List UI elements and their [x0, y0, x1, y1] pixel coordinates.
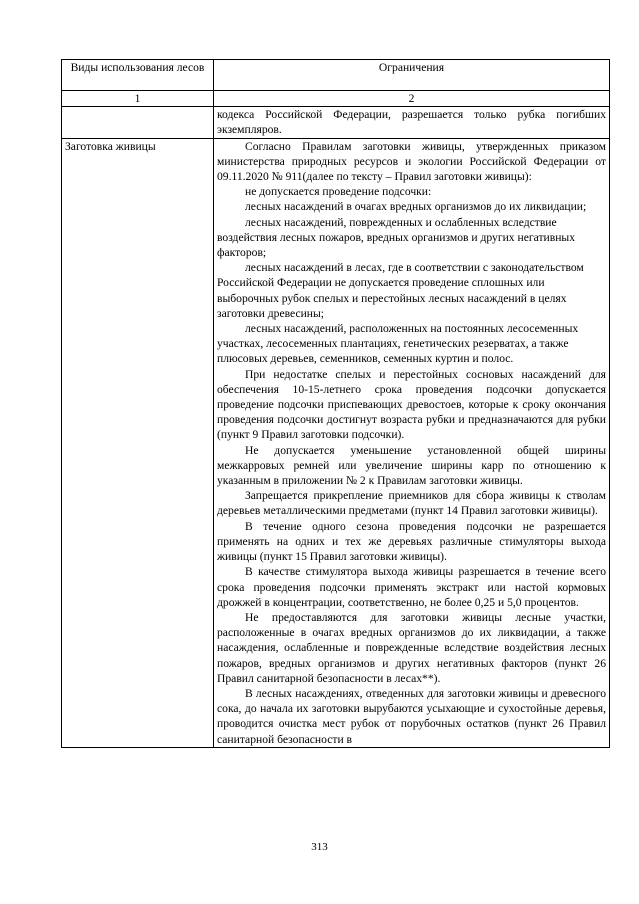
paragraph: В лесных насаждениях, отведенных для заготовки живицы и древесного сока, до начала их заготовки вырубаются усыхающие и сухостойные деревья, проводится очистка мест рубок от порубочных остатков (пункт 26 Правил санитарной безопасности в	[217, 686, 606, 746]
table-row	[62, 138, 610, 747]
paragraph: Не допускается уменьшение установленной общей ширины межкарровых ремней или увеличение ширины карр по отношению к указанным в приложении № 2 к Правилам заготовки живицы.	[217, 443, 606, 488]
continuation-text: кодекса Российской Федерации, разрешается только рубка погибших экземпляров.	[217, 108, 606, 137]
paragraph: Не предоставляются для заготовки живицы лесные участки, расположенные в очагах вредных организмов до их ликвидации, а также насаждения, ослабленные и поврежденные вследствие воздействия лесных пожаров, вредных организмов и других негативных факторов (пункт 26 Правил санитарной безопасности в лесах**).	[217, 610, 606, 685]
paragraph: В качестве стимулятора выхода живицы разрешается в течение всего срока проведения подсочки применять экстракт или настой кормовых дрожжей в концентрации, соответственно, не более 0,25 и 5,0 процентов.	[217, 565, 606, 609]
restrictions-table	[61, 59, 610, 748]
column-number-1: 1	[62, 91, 214, 107]
restrictions-cell	[214, 138, 610, 747]
paragraph: Согласно Правилам заготовки живицы, утвержденных приказом министерства природных ресурсов и экологии Российской Федерации от 09.11.2020 № 911(далее по тексту – Правил заготовки живицы):	[217, 139, 606, 184]
paragraph: не допускается проведение подсочки:	[245, 185, 432, 199]
table-header-row	[62, 60, 610, 91]
header-forest-use: Виды использования лесов	[62, 60, 214, 91]
table-row	[62, 107, 610, 138]
page-number: 313	[311, 841, 328, 853]
paragraph: Запрещается прикрепление приемников для сбора живицы к стволам деревьев металлическими предметами (пункт 14 Правил заготовки живицы).	[217, 489, 606, 518]
row-label-resin: Заготовка живицы	[62, 138, 214, 747]
paragraph: лесных насаждений в очагах вредных организмов до их ликвидации;	[245, 200, 587, 214]
paragraph: лесных насаждений, поврежденных и ослабленных вследствие воздействия лесных пожаров, вредных организмов и других негативных факторов;	[217, 215, 575, 260]
paragraph: При недостатке спелых и перестойных сосновых насаждений для обеспечения 10-15-летнего срока проведения подсочки допускается проведение подсочки приспевающих древостоев, которые к сроку окончания проведения подсочки достигнут возраста рубки и предназначаются для рубки (пункт 9 Правил заготовки подсочки).	[217, 367, 606, 442]
paragraph: В течение одного сезона проведения подсочки не разрешается применять на одних и тех же деревьях различные стимуляторы выхода живицы (пункт 15 Правил заготовки живицы).	[217, 519, 606, 564]
empty-cell	[62, 107, 214, 138]
column-number-row	[62, 91, 610, 107]
header-restrictions: Ограничения	[214, 60, 610, 91]
paragraph: лесных насаждений в лесах, где в соответствии с законодательством Российской Федерации не допускается проведение сплошных или выборочных рубок спелых и перестойных лесных насаждений в целях заготовки древесины;	[217, 261, 584, 320]
continuation-cell	[214, 107, 610, 138]
paragraph: лесных насаждений, расположенных на постоянных лесосеменных участках, лесосеменных плантациях, генетических резерватах, а также плюсовых деревьев, семенников, семенных куртин и полос.	[217, 322, 579, 366]
column-number-2: 2	[214, 91, 610, 107]
